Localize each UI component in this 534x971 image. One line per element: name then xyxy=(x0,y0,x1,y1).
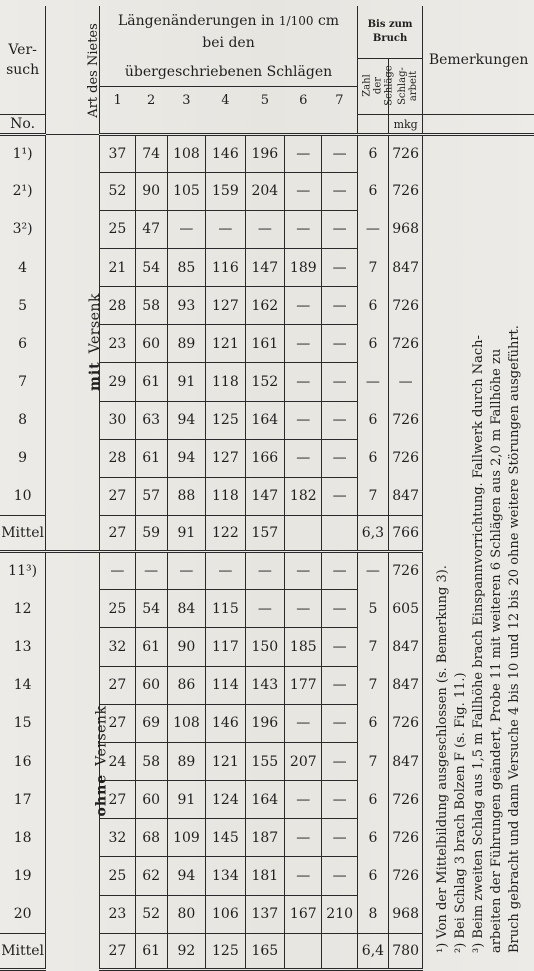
mittel-schlag-5-value: 165 xyxy=(245,933,284,969)
zahl-der-schlaege-label: Zahl der Schläge xyxy=(361,65,395,106)
zahl-der-schlaege-value: 7 xyxy=(357,666,388,704)
versuch-number: 18 xyxy=(0,819,46,857)
schlag-3-value: 94 xyxy=(167,439,205,477)
schlag-5-value: 181 xyxy=(245,857,284,895)
schlag-4-value: 146 xyxy=(206,134,245,172)
schlag-7-value: — xyxy=(322,781,357,819)
schlag-5-value: 150 xyxy=(245,628,284,666)
schlag-4-value: 118 xyxy=(206,477,245,515)
laengen-unit: 1/100 xyxy=(278,14,314,28)
schlag-4-value: 117 xyxy=(206,628,245,666)
schlag-2-value: — xyxy=(135,552,167,590)
schlag-5-value: 147 xyxy=(245,248,284,286)
schlag-6-value: 167 xyxy=(285,895,322,933)
schlag-3-value: 88 xyxy=(167,477,205,515)
schlag-3-value: 109 xyxy=(167,819,205,857)
schlag-1-value: — xyxy=(100,552,135,590)
mittel-zahl-value: 6,3 xyxy=(357,516,388,552)
schlag-3-value: 84 xyxy=(167,590,205,628)
schlag-6-value: — xyxy=(285,325,322,363)
mittel-arbeit-value: 766 xyxy=(389,516,423,552)
schlag-6-value: 189 xyxy=(285,248,322,286)
schlag-1-value: 25 xyxy=(100,590,135,628)
schlag-2-value: 60 xyxy=(135,325,167,363)
schlagarbeit-value: 726 xyxy=(389,857,423,895)
versuch-number: 2¹) xyxy=(0,172,46,210)
schlag-2-value: 63 xyxy=(135,401,167,439)
schlag-4-value: 134 xyxy=(206,857,245,895)
schlag-3-value: 93 xyxy=(167,287,205,325)
schlag-7-value: — xyxy=(322,210,357,248)
schlag-1-value: 32 xyxy=(100,819,135,857)
zahl-der-schlaege-value: 7 xyxy=(357,248,388,286)
mittel-label: Mittel xyxy=(0,933,46,969)
schlagarbeit-value: 847 xyxy=(389,666,423,704)
versuch-number: 20 xyxy=(0,895,46,933)
zahl-der-schlaege-value: — xyxy=(357,552,388,590)
schlag-1-value: 24 xyxy=(100,742,135,780)
versuch-number: 19 xyxy=(0,857,46,895)
zahl-der-schlaege-value: — xyxy=(357,210,388,248)
zahl-der-schlaege-value: 6 xyxy=(357,439,388,477)
schlag-6-value: 182 xyxy=(285,477,322,515)
mittel-schlag-1-value: 27 xyxy=(100,516,135,552)
schlag-1-value: 37 xyxy=(100,134,135,172)
footnote-f1: ¹) Von der Mittelbildung ausgeschlossen (s. Bemerkung 3). xyxy=(434,564,450,953)
mkg-header xyxy=(389,114,423,134)
schlagarbeit-value: 847 xyxy=(389,742,423,780)
versuch-number: 15 xyxy=(0,704,46,742)
laengen-title-2: bei den xyxy=(202,35,255,51)
schlagarbeit-value: 847 xyxy=(389,477,423,515)
schlagarbeit-value: 968 xyxy=(389,210,423,248)
schlag-2-value: 58 xyxy=(135,287,167,325)
versuch-number: 8 xyxy=(0,401,46,439)
schlag-5-value: 147 xyxy=(245,477,284,515)
versuch-header xyxy=(0,6,46,114)
schlag-4-value: — xyxy=(206,552,245,590)
schlag-1-value: 27 xyxy=(100,781,135,819)
schlag-6-value: — xyxy=(285,134,322,172)
schlagarbeit-value: 726 xyxy=(389,781,423,819)
schlag-7-value: — xyxy=(322,287,357,325)
schlag-7-value: — xyxy=(322,590,357,628)
bemerkungen-header xyxy=(423,6,534,114)
schlag-4-value: 121 xyxy=(206,325,245,363)
schlag-1-value: 29 xyxy=(100,363,135,401)
schlag-1-value: 28 xyxy=(100,439,135,477)
schlag-number-7: 7 xyxy=(322,86,357,114)
mittel-schlag-6-value xyxy=(285,933,322,969)
mkg-label: mkg xyxy=(393,117,418,131)
mittel-zahl-value: 6,4 xyxy=(357,933,388,969)
schlag-2-value: 54 xyxy=(135,248,167,286)
schlagarbeit-label: Schlag- arbeit xyxy=(396,66,419,105)
versuch-number: 11³) xyxy=(0,552,46,590)
footnote-f3-line1: ³) Beim zweiten Schlag aus 1,5 m Fallhöhe brach Einspannvorrichtung. Fallwerk durch Nach- xyxy=(470,334,486,953)
schlagarbeit-value: 968 xyxy=(389,895,423,933)
schlag-3-value: 80 xyxy=(167,895,205,933)
schlag-3-value: 91 xyxy=(167,363,205,401)
versuch-number: 6 xyxy=(0,325,46,363)
schlag-5-value: 196 xyxy=(245,134,284,172)
laengen-header xyxy=(100,6,358,58)
zahl-der-schlaege-value: 7 xyxy=(357,628,388,666)
schlagarbeit-value: 726 xyxy=(389,325,423,363)
schlag-4-value: 121 xyxy=(206,742,245,780)
schlag-6-value: — xyxy=(285,401,322,439)
schlag-2-value: 61 xyxy=(135,628,167,666)
schlag-1-value: 32 xyxy=(100,628,135,666)
schlagarbeit-value: 726 xyxy=(389,819,423,857)
schlag-3-value: 105 xyxy=(167,172,205,210)
table-row xyxy=(0,134,534,172)
bemerkungen-column xyxy=(423,134,534,970)
schlag-5-value: 152 xyxy=(245,363,284,401)
art-des-nietes-group-0 xyxy=(46,134,104,552)
schlag-3-value: 85 xyxy=(167,248,205,286)
schlag-4-value: 124 xyxy=(206,781,245,819)
schlagarbeit-value: 726 xyxy=(389,401,423,439)
zahl-der-schlaege-value: 6 xyxy=(357,704,388,742)
schlag-5-value: 164 xyxy=(245,781,284,819)
schlag-6-value: — xyxy=(285,590,322,628)
schlag-5-value: 137 xyxy=(245,895,284,933)
schlag-7-value: — xyxy=(322,552,357,590)
bemerkungen-blank xyxy=(423,114,534,134)
zahl-der-schlaege-value: 6 xyxy=(357,172,388,210)
zahl-der-schlaege-value: 6 xyxy=(357,781,388,819)
schlag-3-value: 94 xyxy=(167,401,205,439)
schlag-5-value: 164 xyxy=(245,401,284,439)
versuch-number: 10 xyxy=(0,477,46,515)
mittel-schlag-7-value xyxy=(322,933,357,969)
schlag-3-value: 108 xyxy=(167,134,205,172)
no-header xyxy=(0,114,46,134)
laengen-title-3: übergeschriebenen Schlägen xyxy=(124,63,333,80)
art-des-nietes-group-1 xyxy=(46,552,110,970)
versuch-number: 14 xyxy=(0,666,46,704)
schlag-1-value: 27 xyxy=(100,666,135,704)
mittel-schlag-7-value xyxy=(322,516,357,552)
schlag-5-value: — xyxy=(245,552,284,590)
group-label: Versenk xyxy=(93,705,110,767)
laengen-title-1: Längenänderungen in xyxy=(117,13,279,29)
schlag-5-value: 187 xyxy=(245,819,284,857)
schlag-6-value: — xyxy=(285,172,322,210)
bis-zum-bruch-label: Bis zum Bruch xyxy=(367,18,413,44)
schlag-2-value: 60 xyxy=(135,781,167,819)
schlag-2-value: 52 xyxy=(135,895,167,933)
schlag-4-value: 115 xyxy=(206,590,245,628)
zahl-der-schlaege-value: 5 xyxy=(357,590,388,628)
art-des-nietes-label: Art des Nietes xyxy=(86,22,101,118)
zahl-der-schlaege-value: 8 xyxy=(357,895,388,933)
schlag-3-value: 89 xyxy=(167,742,205,780)
schlagarbeit-value: 726 xyxy=(389,172,423,210)
schlag-1-value: 30 xyxy=(100,401,135,439)
mittel-label: Mittel xyxy=(0,516,46,552)
schlag-7-value: — xyxy=(322,325,357,363)
mittel-schlag-2-value: 61 xyxy=(135,933,167,969)
schlag-7-value: — xyxy=(322,134,357,172)
schlag-6-value: — xyxy=(285,210,322,248)
schlag-1-value: 25 xyxy=(100,857,135,895)
schlag-1-value: 27 xyxy=(100,704,135,742)
schlag-2-value: 74 xyxy=(135,134,167,172)
schlag-number-5: 5 xyxy=(260,92,269,108)
schlag-4-value: 116 xyxy=(206,248,245,286)
schlag-6-value: — xyxy=(285,819,322,857)
versuch-number: 12 xyxy=(0,590,46,628)
mittel-arbeit-value: 780 xyxy=(389,933,423,969)
zahl-der-schlaege-value: — xyxy=(357,363,388,401)
schlag-4-value: 159 xyxy=(206,172,245,210)
schlag-3-value: 90 xyxy=(167,628,205,666)
footnote-f3-line3: Bruch gebracht und dann Versuche 4 bis 10 und 12 bis 20 ohne weitere Störungen ausgeführt. xyxy=(506,324,522,953)
bis-zum-bruch-header xyxy=(357,6,422,58)
schlag-7-value: — xyxy=(322,628,357,666)
schlag-2-value: 62 xyxy=(135,857,167,895)
versuch-number: 16 xyxy=(0,742,46,780)
schlag-4-value: 146 xyxy=(206,704,245,742)
schlagarbeit-value: 726 xyxy=(389,552,423,590)
group-bold-label: ohne xyxy=(93,774,110,817)
zahl-der-schlaege-value: 6 xyxy=(357,401,388,439)
schlagarbeit-value: 847 xyxy=(389,248,423,286)
mittel-schlag-2-value: 59 xyxy=(135,516,167,552)
schlag-7-value: — xyxy=(322,857,357,895)
schlag-2-value: 61 xyxy=(135,363,167,401)
versuch-number: 9 xyxy=(0,439,46,477)
versuch-label: Ver- such xyxy=(6,41,40,78)
schlag-6-value: 185 xyxy=(285,628,322,666)
schlag-2-value: 47 xyxy=(135,210,167,248)
schlag-5-value: 162 xyxy=(245,287,284,325)
schlag-7-value: — xyxy=(322,666,357,704)
schlag-3-value: 86 xyxy=(167,666,205,704)
schlag-5-value: 155 xyxy=(245,742,284,780)
laengen-unit-suffix: cm xyxy=(313,13,340,29)
schlag-6-value: — xyxy=(285,287,322,325)
group-label: Versenk xyxy=(87,293,104,354)
footnotes xyxy=(434,153,524,953)
versuch-number: 7 xyxy=(0,363,46,401)
schlag-6-value: — xyxy=(285,704,322,742)
schlag-7-value: — xyxy=(322,439,357,477)
versuch-number: 4 xyxy=(0,248,46,286)
schlagarbeit-value: 605 xyxy=(389,590,423,628)
schlag-7-value: — xyxy=(322,401,357,439)
footnote-f3-line2: arbeiten der Führungen geändert, Probe 11 mit weiteren 6 Schlägen aus 2,0 m Fallhöhe zu xyxy=(488,348,504,953)
schlag-7-value: — xyxy=(322,172,357,210)
schlag-1-value: 23 xyxy=(100,325,135,363)
schlag-6-value: — xyxy=(285,781,322,819)
zahl-blank xyxy=(357,114,388,134)
schlag-6-value: 177 xyxy=(285,666,322,704)
laengen-subheader xyxy=(100,58,358,86)
schlag-2-value: 68 xyxy=(135,819,167,857)
zahl-der-schlaege-value: 6 xyxy=(357,134,388,172)
schlag-number-2: 2 xyxy=(146,92,156,108)
mittel-schlag-4-value: 122 xyxy=(206,516,245,552)
schlag-5-value: 166 xyxy=(245,439,284,477)
schlag-4-value: 114 xyxy=(206,666,245,704)
schlag-1-value: 21 xyxy=(100,248,135,286)
schlagarbeit-value: 847 xyxy=(389,628,423,666)
zahl-der-schlaege-value: 6 xyxy=(357,857,388,895)
schlag-2-value: 69 xyxy=(135,704,167,742)
schlag-7-value: — xyxy=(322,363,357,401)
schlag-2-value: 61 xyxy=(135,439,167,477)
schlag-4-value: 127 xyxy=(206,439,245,477)
schlag-number-4: 4 xyxy=(221,92,230,108)
schlag-4-value: 125 xyxy=(206,401,245,439)
schlag-number-1: 1 xyxy=(113,92,122,108)
versuch-number: 1¹) xyxy=(0,134,46,172)
no-label: No. xyxy=(10,115,36,132)
zahl-der-schlaege-value: 6 xyxy=(357,325,388,363)
mittel-schlag-4-value: 125 xyxy=(206,933,245,969)
schlag-5-value: 161 xyxy=(245,325,284,363)
schlag-2-value: 90 xyxy=(135,172,167,210)
schlag-6-value: — xyxy=(285,857,322,895)
schlagarbeit-value: — xyxy=(389,363,423,401)
schlag-3-value: 94 xyxy=(167,857,205,895)
laengen-blank xyxy=(100,114,358,134)
zahl-der-schlaege-value: 6 xyxy=(357,819,388,857)
schlag-3-value: 89 xyxy=(167,325,205,363)
zahl-der-schlaege-value: 6 xyxy=(357,287,388,325)
schlag-6-value: — xyxy=(285,439,322,477)
schlag-3-value: — xyxy=(167,210,205,248)
schlag-7-value: 210 xyxy=(322,895,357,933)
schlag-5-value: 143 xyxy=(245,666,284,704)
zahl-der-schlaege-value: 7 xyxy=(357,477,388,515)
schlag-7-value: — xyxy=(322,742,357,780)
versuch-number: 5 xyxy=(0,287,46,325)
mittel-schlag-5-value: 157 xyxy=(245,516,284,552)
schlag-4-value: 145 xyxy=(206,819,245,857)
schlag-7-value: — xyxy=(322,704,357,742)
bemerkungen-label: Bemerkungen xyxy=(428,51,529,68)
schlag-6-value: 207 xyxy=(285,742,322,780)
zahl-der-schlaege-value: 7 xyxy=(357,742,388,780)
schlag-2-value: 57 xyxy=(135,477,167,515)
schlag-1-value: 28 xyxy=(100,287,135,325)
schlag-7-value: — xyxy=(322,819,357,857)
schlag-2-value: 58 xyxy=(135,742,167,780)
schlag-7-value: — xyxy=(322,477,357,515)
schlag-5-value: — xyxy=(245,590,284,628)
mittel-schlag-6-value xyxy=(285,516,322,552)
schlag-3-value: — xyxy=(167,552,205,590)
mittel-schlag-3-value: 92 xyxy=(167,933,205,969)
schlag-4-value: 106 xyxy=(206,895,245,933)
schlag-6-value: — xyxy=(285,552,322,590)
schlag-5-value: 196 xyxy=(245,704,284,742)
footnote-f2: ²) Bei Schlag 3 brach Bolzen F (s. Fig. 11.) xyxy=(452,671,468,953)
schlag-number-3: 3 xyxy=(182,92,191,108)
schlag-1-value: 27 xyxy=(100,477,135,515)
schlag-number-6: 6 xyxy=(299,92,308,108)
versuch-number: 13 xyxy=(0,628,46,666)
impact-test-table xyxy=(0,6,534,971)
schlag-4-value: 118 xyxy=(206,363,245,401)
schlag-2-value: 60 xyxy=(135,666,167,704)
art-des-nietes-header xyxy=(46,6,100,134)
schlagarbeit-value: 726 xyxy=(389,704,423,742)
schlag-1-value: 52 xyxy=(100,172,135,210)
schlag-2-value: 54 xyxy=(135,590,167,628)
schlagarbeit-value: 726 xyxy=(389,287,423,325)
schlag-3-value: 108 xyxy=(167,704,205,742)
group-bold-label: mit xyxy=(87,361,104,392)
versuch-number: 3²) xyxy=(0,210,46,248)
schlag-5-value: 204 xyxy=(245,172,284,210)
zahl-der-schlaege-header xyxy=(357,58,395,114)
schlag-1-value: 23 xyxy=(100,895,135,933)
schlagarbeit-value: 726 xyxy=(389,134,423,172)
schlag-3-value: 91 xyxy=(167,781,205,819)
mittel-schlag-3-value: 91 xyxy=(167,516,205,552)
schlag-6-value: — xyxy=(285,363,322,401)
schlag-4-value: — xyxy=(206,210,245,248)
schlagarbeit-value: 726 xyxy=(389,439,423,477)
versuch-number: 17 xyxy=(0,781,46,819)
schlag-5-value: — xyxy=(245,210,284,248)
schlag-7-value: — xyxy=(322,248,357,286)
schlag-4-value: 127 xyxy=(206,287,245,325)
schlag-1-value: 25 xyxy=(100,210,135,248)
mittel-schlag-1-value: 27 xyxy=(100,933,135,969)
